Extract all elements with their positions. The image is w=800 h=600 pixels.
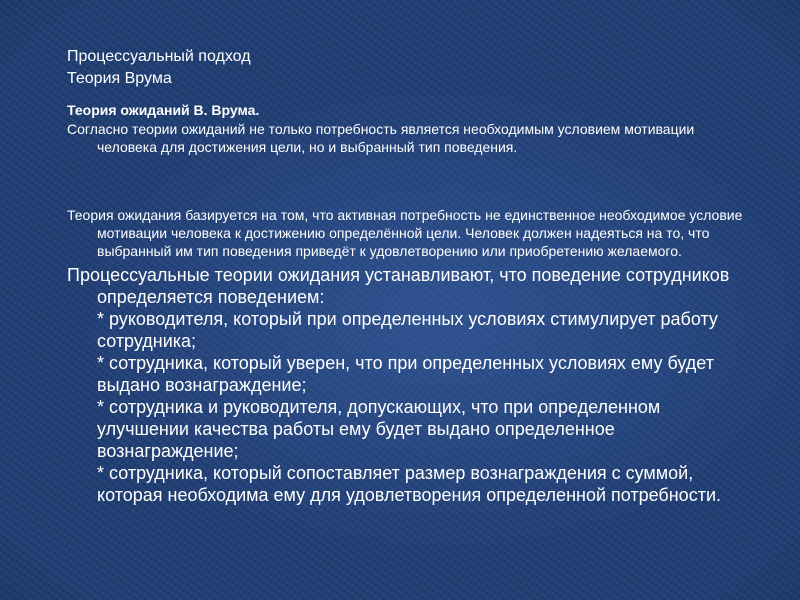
list-item: * сотрудника, который сопоставляет размер вознаграждения с суммой, которая необходима ему для удовлетворения определенной потребности. [97, 463, 721, 505]
paragraph-3-intro: Процессуальные теории ожидания устанавливают, что поведение сотрудников определяется поведением: [67, 265, 730, 307]
list-item: * сотрудника, который уверен, что при определенных условиях ему будет выдано вознаграждение; [97, 353, 714, 395]
list-item: * сотрудника и руководителя, допускающих, что при определенном улучшении качества работы ему будет выдано определенное вознаграждение; [97, 397, 661, 461]
theory-heading: Теория ожиданий В. Врума. [67, 102, 260, 118]
paragraph-2: Теория ожидания базируется на том, что активная потребность не единственное необходимое условие мотивации человека к достижению определённой цели. Человек должен надеяться на то, что выбранный им тип поведения приведёт к удовлетворению или приобретению желаемого. [67, 207, 743, 259]
paragraph-1: Согласно теории ожиданий не только потребность является необходимым условием мотивации человека для достижения цели, но и выбранный тип поведения. [67, 121, 695, 155]
slide-content [67, 100, 747, 506]
title-line-2: Теория Врума [67, 70, 172, 87]
slide-title [67, 46, 251, 90]
title-line-1: Процессуальный подход [67, 48, 251, 65]
list-item: * руководителя, который при определенных условиях стимулирует работу сотрудника; [97, 309, 718, 351]
